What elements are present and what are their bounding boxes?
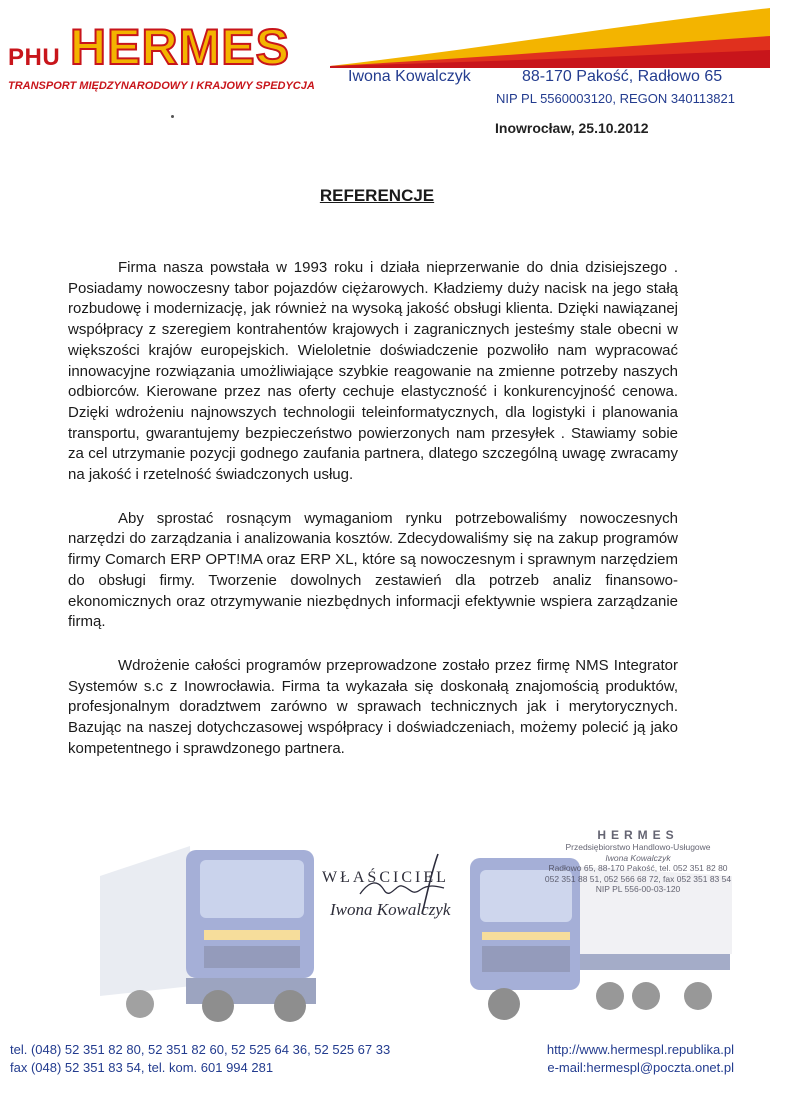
logo-name: HERMES	[70, 19, 290, 75]
stamp-line: NIP PL 556-00-03-120	[595, 884, 681, 894]
stamp-line: Iwona Kowalczyk	[605, 852, 671, 863]
stamp-name: HERMES	[597, 828, 679, 842]
footer-phones: tel. (048) 52 351 82 80, 52 351 82 60, 52 525 64 36, 52 525 67 33	[10, 1042, 391, 1057]
body-paragraph-3: Wdrożenie całości programów przeprowadzone zostało przez firmę NMS Integrator Systemów s.c z Inowrocławia. Firma ta wykazała się doskonałą znajomością produktów, profesjonalnym doradztwem zarówno w sprawach technicznych jak i merytorycznych. Bazując na naszej dotychczasowej współpracy i doświadczeniach, możemy polecić ją jako kompetentnego i sprawdzonego partnera.	[68, 656, 678, 757]
letterhead-swoosh	[330, 6, 770, 68]
signatory-title: WŁAŚCICIEL	[322, 869, 449, 886]
header-tax-ids: NIP PL 5560003120, REGON 340113821	[496, 91, 735, 106]
body-paragraph-1: Firma nasza powstała w 1993 roku i działa nieprzerwanie do dnia dzisiejszego . Posiadamy nowoczesny tabor pojazdów ciężarowych. Kładziemy duży nacisk na jego stałą rozbudowę i modernizację, jak również na wysoką jakość obsługi klienta. Dzięki nawiązanej współpracy z szeregiem kontrahentów krajowych i zagranicznych jesteśmy stale obecni w większości krajów europejskich. Wieloletnie doświadczenie pozwoliło nam wypracować innowacyjne rozwiązania umożliwiające szybkie reagowanie na zmienne potrzeby naszych odbiorców. Kierowane przez nas oferty cechuje elastyczność i konkurencyjność cenowa. Dzięki wdrożeniu najnowszych technologii teleinformatycznych, dla logistyki i planowania transportu, gwarantujemy bezpieczeństwo powierzonych nam przesyłek . Stawiamy sobie za cel utrzymanie pozycji godnego zaufania partnera, dlatego szczególną uwagę zwracamy na jakość i rzetelność świadczonych usług.	[68, 259, 678, 484]
footer-contacts	[10, 1041, 390, 1077]
header-address: 88-170 Pakość, Radłowo 65	[522, 68, 723, 85]
scan-speck	[171, 115, 174, 118]
signatory-name: Iwona Kowalczyk	[330, 900, 451, 919]
stamp-line: Radłowo 65, 88-170 Pakość, tel. 052 351 82 80	[548, 863, 728, 873]
footer-email-link[interactable]: e-mail:hermespl@poczta.onet.pl	[547, 1060, 734, 1075]
hermes-logo	[8, 18, 338, 96]
logo-tagline: TRANSPORT MIĘDZYNARODOWY I KRAJOWY SPEDYCJA	[8, 80, 315, 92]
stamp-line: 052 351 88 51, 052 566 68 72, fax 052 351 83 54	[544, 873, 732, 884]
document-title: REFERENCJE	[319, 186, 435, 205]
place-and-date: Inowrocław, 25.10.2012	[495, 120, 649, 136]
footer-online	[522, 1041, 734, 1077]
header-owner-name: Iwona Kowalczyk	[348, 68, 471, 85]
footer-fax: fax (048) 52 351 83 54, tel. kom. 601 994 281	[10, 1060, 274, 1075]
stamp-line: Przedsiębiorstwo Handlowo-Usługowe	[565, 842, 711, 852]
footer-website-link[interactable]: http://www.hermespl.republika.pl	[546, 1042, 734, 1057]
logo-prefix: PHU	[8, 44, 61, 71]
letter-body	[68, 258, 678, 782]
company-stamp	[538, 828, 738, 895]
body-paragraph-2: Aby sprostać rosnącym wymaganiom rynku potrzebowaliśmy nowoczesnych narzędzi do zarządzania i analizowania kosztów. Zdecydowaliśmy się na zakup programów firmy Comarch ERP OPT!MA oraz ERP XL, które są nowoczesnym i sprawnym narzędziem do obsługi firmy. Tworzenie dowolnych zestawień dla potrzeb analiz finansowo-ekonomicznych oraz otrzymywanie niezbędnych informacji efektywnie wspiera zarządzanie firmą.	[68, 509, 678, 631]
truck-illustration-left	[100, 836, 318, 1024]
